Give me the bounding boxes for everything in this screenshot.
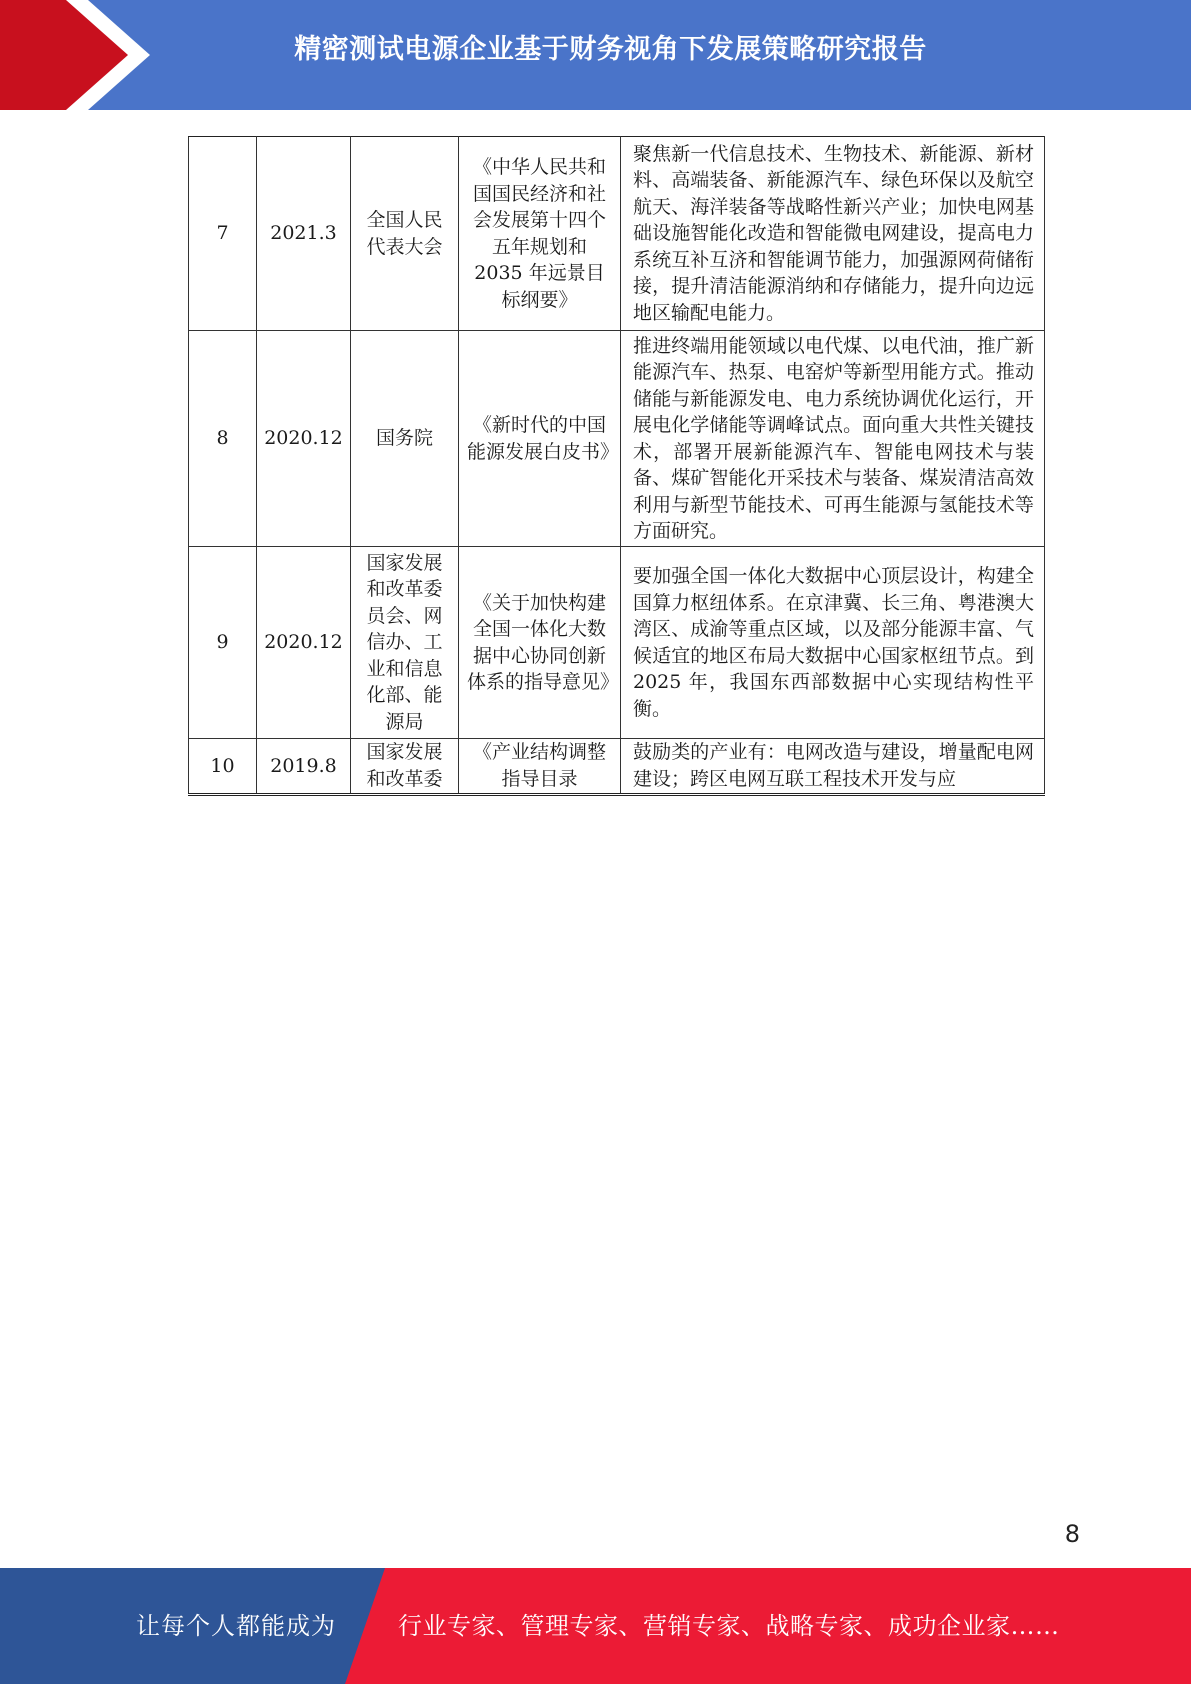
row-number: 8	[189, 331, 257, 547]
row-agency: 全国人民代表大会	[351, 137, 459, 331]
row-agency: 国务院	[351, 331, 459, 547]
row-document: 《新时代的中国能源发展白皮书》	[459, 331, 621, 547]
row-date: 2021.3	[257, 137, 351, 331]
policy-table	[188, 136, 1045, 796]
row-date: 2019.8	[257, 739, 351, 795]
footer-band	[0, 1568, 1191, 1684]
row-content: 鼓励类的产业有：电网改造与建设，增量配电网建设；跨区电网互联工程技术开发与应	[621, 739, 1045, 795]
row-agency: 国家发展和改革委	[351, 739, 459, 795]
policy-table-container	[188, 136, 1044, 796]
table-row	[189, 547, 1045, 739]
row-content: 要加强全国一体化大数据中心顶层设计，构建全国算力枢纽体系。在京津冀、长三角、粤港澳大湾区、成渝等重点区域，以及部分能源丰富、气候适宜的地区布局大数据中心国家枢纽节点。到 2025 年，我国东西部数据中心实现结构性平衡。	[621, 547, 1045, 739]
footer-slogan-left: 让每个人都能成为	[136, 1612, 336, 1640]
row-number: 10	[189, 739, 257, 795]
row-content: 推进终端用能领域以电代煤、以电代油，推广新能源汽车、热泵、电窑炉等新型用能方式。推动储能与新能源发电、电力系统协调优化运行，开展电化学储能等调峰试点。面向重大共性关键技术，部署开展新能源汽车、智能电网技术与装备、煤矿智能化开采技术与装备、煤炭清洁高效利用与新型节能技术、可再生能源与氢能技术等方面研究。	[621, 331, 1045, 547]
report-title: 精密测试电源企业基于财务视角下发展策略研究报告	[294, 34, 927, 65]
row-number: 9	[189, 547, 257, 739]
page-number: 8	[1064, 1520, 1080, 1548]
table-row	[189, 137, 1045, 331]
table-row	[189, 331, 1045, 547]
table-row	[189, 739, 1045, 795]
row-date: 2020.12	[257, 331, 351, 547]
header-band	[0, 0, 1191, 110]
row-number: 7	[189, 137, 257, 331]
row-document: 《产业结构调整指导目录	[459, 739, 621, 795]
row-content: 聚焦新一代信息技术、生物技术、新能源、新材料、高端装备、新能源汽车、绿色环保以及航空航天、海洋装备等战略性新兴产业；加快电网基础设施智能化改造和智能微电网建设，提高电力系统互补互济和智能调节能力，加强源网荷储衔接，提升清洁能源消纳和存储能力，提升向边远地区输配电能力。	[621, 137, 1045, 331]
footer-slogan-right: 行业专家、管理专家、营销专家、战略专家、成功企业家……	[398, 1612, 1060, 1640]
row-document: 《关于加快构建全国一体化大数据中心协同创新体系的指导意见》	[459, 547, 621, 739]
row-date: 2020.12	[257, 547, 351, 739]
row-document: 《中华人民共和国国民经济和社会发展第十四个五年规划和 2035 年远景目标纲要》	[459, 137, 621, 331]
row-agency: 国家发展和改革委员会、网信办、工业和信息化部、能源局	[351, 547, 459, 739]
